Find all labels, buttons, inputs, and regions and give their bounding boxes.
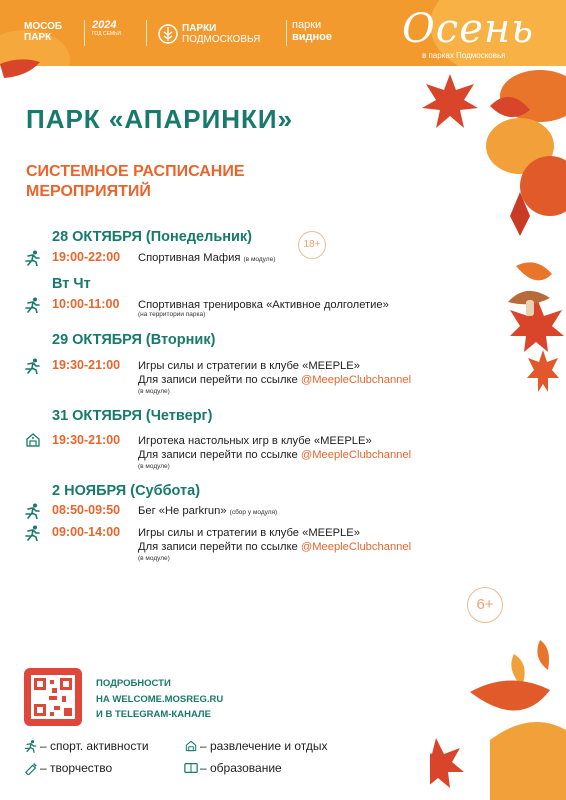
autumn-caption: в парках Подмосковья [422,51,506,60]
header-divider [84,20,85,46]
info-link[interactable]: НА WELCOME.MOSREG.RU [96,693,224,705]
page-subtitle: СИСТЕМНОЕ РАСПИСАНИЕ МЕРОПРИЯТИЙ [26,163,245,200]
creativity-icon [24,761,38,775]
year-of-family-logo: 2024 ГОД СЕМЬИ [92,19,121,37]
day-header: 28 ОКТЯБРЯ (Понедельник) [52,229,252,245]
maple-leaf-icon [526,348,560,394]
day-header: Вт Чт [52,276,91,292]
info-block [96,676,223,723]
event-note: (в модуле) [138,463,170,470]
event-time: 10:00-11:00 [52,297,120,311]
event-time: 09:00-14:00 [52,525,121,539]
age-badge-18: 18+ [298,231,326,259]
telegram-link[interactable]: @MeepleClubchannel [300,374,412,386]
qr-code[interactable] [24,668,82,726]
info-line: ПОДРОБНОСТИ [96,678,171,689]
info-line: И В TELEGRAM-КАНАЛЕ [96,709,211,720]
autumn-leaf-icon [0,56,42,80]
telegram-link[interactable]: @MeepleClubchannel [300,449,412,461]
sport-icon [24,739,38,753]
event-signup-line: Для записи перейти по ссылке @MeepleClubchannel [138,541,412,553]
event-time: 19:30-21:00 [52,433,121,447]
event-time: 08:50-09:50 [52,503,121,517]
entertainment-icon [184,739,198,753]
event-title: Игротека настольных игр в клубе «MEEPLE» [138,435,372,447]
event-signup-line: Для записи перейти по ссылке @MeepleClubchannel [138,374,412,386]
mosoblpark-logo[interactable]: МОСОБ ПАРК [24,21,63,43]
event-title: Спортивная тренировка «Активное долголетие» [138,299,389,311]
header-divider [286,20,287,46]
legend-education: – образование [184,761,282,775]
parks-emblem-icon [158,23,178,45]
autumn-title: Осень [402,6,534,52]
event-signup-line: Для записи перейти по ссылке @MeepleClubchannel [138,449,412,461]
day-header: 2 НОЯБРЯ (Суббота) [52,483,201,499]
sport-icon [24,250,42,266]
event-title: Бег «Не parkrun» (сбор у модуля) [138,505,278,517]
event-note: (в модуле) [138,388,170,395]
event-time: 19:30-21:00 [52,358,121,372]
legend-entertainment: – развлечение и отдых [184,739,328,753]
parks-podmoskovya-logo[interactable]: ПАРКИ ПОДМОСКОВЬЯ [182,23,261,45]
autumn-foliage-cluster [470,66,566,246]
sport-icon [24,358,42,374]
legend-creativity: – творчество [24,761,112,775]
event-note: (на территории парка) [138,311,206,318]
event-title: Игры силы и стратегии в клубе «MEEPLE» [138,360,360,372]
telegram-link[interactable]: @MeepleClubchannel [300,541,412,553]
event-time: 19:00-22:00 [52,250,121,264]
age-badge-6: 6+ [467,587,503,623]
parks-vidnoe-logo[interactable]: парки видное [292,19,332,43]
sport-icon [24,503,42,519]
qr-code-icon [24,668,82,726]
day-header: 31 ОКТЯБРЯ (Четверг) [52,408,213,424]
day-header: 29 ОКТЯБРЯ (Вторник) [52,332,216,348]
legend-sport: – спорт. активности [24,739,149,753]
autumn-leaves-bottom [430,630,566,800]
education-icon [184,761,198,775]
page-title: ПАРК «АПАРИНКИ» [26,104,294,134]
event-note: (в модуле) [138,555,170,562]
event-title: Игры силы и стратегии в клубе «MEEPLE» [138,527,360,539]
header-divider [146,20,147,46]
mushroom-icon [506,284,552,318]
entertainment-icon [24,432,42,448]
sport-icon [24,297,42,313]
sport-icon [24,525,42,541]
event-title: Спортивная Мафия (в модуле) [138,252,276,264]
